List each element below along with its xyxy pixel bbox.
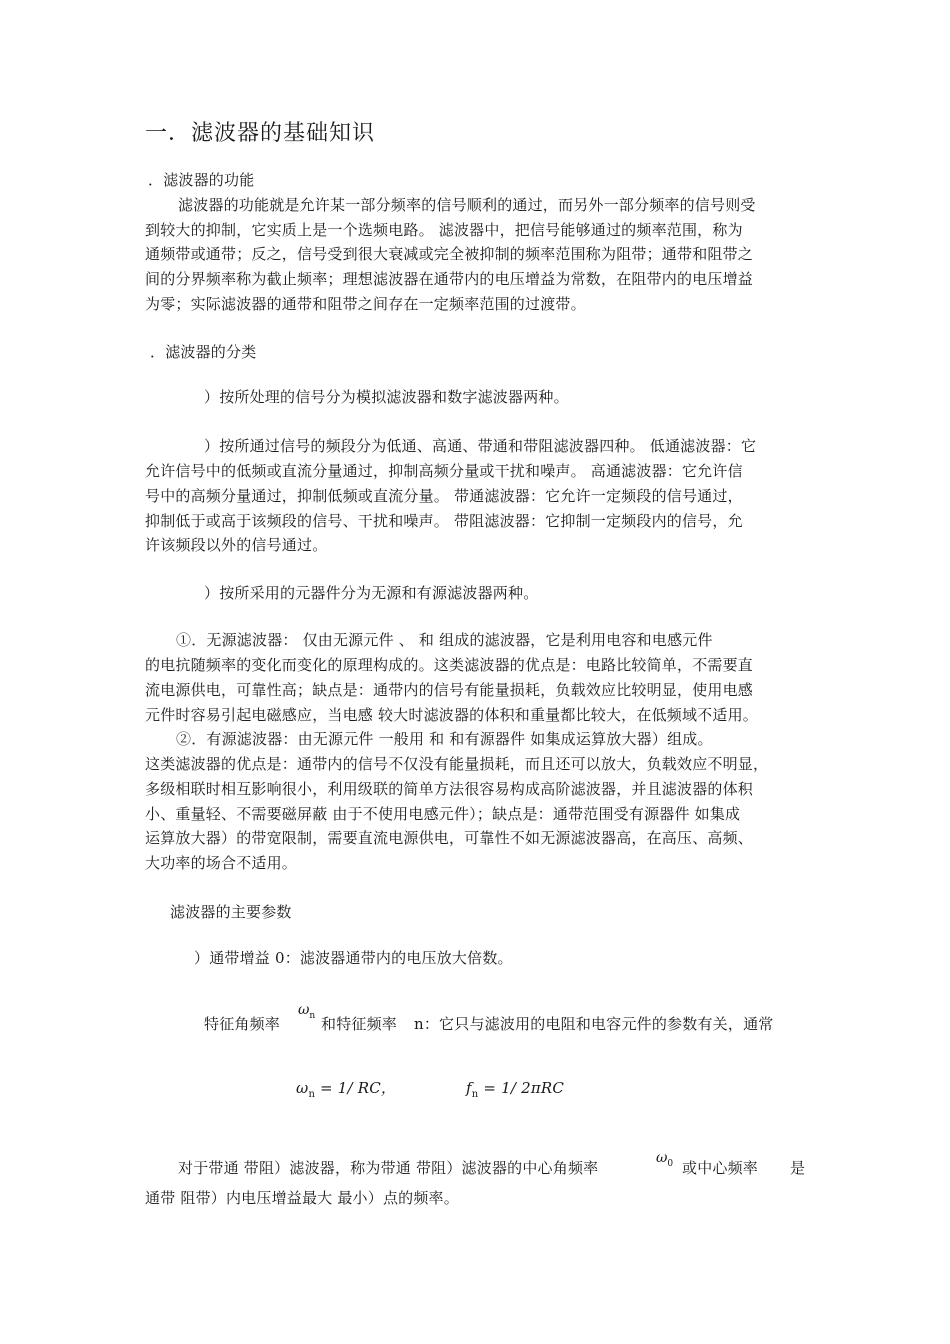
passive-line: 流电源供电，可靠性高；缺点是：通带内的信号有能量损耗，负载效应比较明显，使用电感 bbox=[145, 681, 754, 699]
sec2-item1: ）按所处理的信号分为模拟滤波器和数字滤波器两种。 bbox=[204, 388, 569, 406]
char-freq-label-2: 和特征频率 bbox=[321, 1015, 398, 1033]
sec2-item2-line: ）按所通过信号的频段分为低通、高通、带通和带阻滤波器四种。 低通滤波器：它 bbox=[204, 437, 757, 455]
sec1-title: ．滤波器的功能 bbox=[148, 171, 255, 189]
char-freq-desc: n：它只与滤波用的电阻和电容元件的参数有关，通常 bbox=[414, 1015, 774, 1033]
sec2-item2-line: 允许信号中的低频或直流分量通过，抑制高频分量或干扰和噪声。 高通滤波器：它允许信 bbox=[145, 462, 743, 480]
sec1-line: 通频带或通带；反之，信号受到很大衰减或完全被抑制的频率范围称为阻带；通带和阻带之 bbox=[145, 245, 754, 263]
char-freq-label: 特征角频率 bbox=[204, 1015, 281, 1033]
center-freq-text-3: 是 bbox=[790, 1159, 806, 1177]
sec1-line: 到较大的抑制，它实质上是一个选频电路。 滤波器中，把信号能够通过的频率范围，称为 bbox=[145, 221, 743, 239]
omega-0-symbol: $\omega_0$ bbox=[656, 1150, 674, 1169]
active-line: ②．有源滤波器：由无源元件 一般用 和 和有源器件 如集成运算放大器）组成。 bbox=[176, 730, 713, 748]
sec2-title: ．滤波器的分类 bbox=[150, 343, 257, 361]
active-line: 小、重量轻、不需要磁屏蔽 由于不使用电感元件）；缺点是：通带范围受有源器件 如集成 bbox=[145, 805, 741, 823]
active-line: 大功率的场合不适用。 bbox=[145, 854, 298, 872]
passive-line: ①．无源滤波器： 仅由无源元件 、 和 组成的滤波器，它是利用电容和电感元件 bbox=[176, 631, 713, 649]
formula-omega-n: $\omega_n = 1/$ RC， bbox=[296, 1079, 397, 1100]
center-freq-text: 对于带通 带阻）滤波器，称为带通 带阻）滤波器的中心角频率 bbox=[178, 1159, 599, 1177]
active-line: 运算放大器）的带宽限制，需要直流电源供电，可靠性不如无源滤波器高，在高压、高频、 bbox=[145, 829, 754, 847]
sec2-item3: ）按所采用的元器件分为无源和有源滤波器两种。 bbox=[204, 584, 539, 602]
center-freq-line2: 通带 阻带）内电压增益最大 最小）点的频率。 bbox=[145, 1189, 459, 1207]
passive-line: 元件时容易引起电磁感应，当电感 较大时滤波器的体积和重量都比较大，在低频域不适用。 bbox=[145, 706, 758, 724]
sec1-line: 间的分界频率称为截止频率；理想滤波器在通带内的电压增益为常数，在阻带内的电压增益 bbox=[145, 270, 754, 288]
sec2-item2-line: 抑制低于或高于该频段的信号、干扰和噪声。 带阻滤波器：它抑制一定频段内的信号，允 bbox=[145, 512, 743, 530]
center-freq-text-2: 或中心频率 bbox=[682, 1159, 759, 1177]
active-line: 多级相联时相互影响很小，利用级联的简单方法很容易构成高阶滤波器，并且滤波器的体积 bbox=[145, 780, 754, 798]
passband-gain-text: ）通带增益 0：滤波器通带内的电压放大倍数。 bbox=[194, 949, 513, 967]
section-heading: 一．滤波器的基础知识 bbox=[145, 121, 376, 146]
sec1-line: 为零；实际滤波器的通带和阻带之间存在一定频率范围的过渡带。 bbox=[145, 295, 586, 313]
sec3-title: 滤波器的主要参数 bbox=[170, 903, 292, 921]
sec1-line: 滤波器的功能就是允许某一部分频率的信号顺利的通过，而另外一部分频率的信号则受 bbox=[178, 196, 756, 214]
sec2-item2-line: 号中的高频分量通过，抑制低频或直流分量。 带通滤波器：它允许一定频段的信号通过， bbox=[145, 487, 743, 505]
passive-line: 的电抗随频率的变化而变化的原理构成的。这类滤波器的优点是：电路比较简单，不需要直 bbox=[145, 656, 754, 674]
active-line: 这类滤波器的优点是：通带内的信号不仅没有能量损耗，而且还可以放大，负载效应不明显， bbox=[145, 755, 769, 773]
formula-f-n: $f_n = 1/$ 2πRC bbox=[466, 1079, 565, 1100]
sec2-item2-line: 许该频段以外的信号通过。 bbox=[145, 536, 328, 554]
omega-n-symbol: $\omega_n$ bbox=[298, 1002, 316, 1021]
